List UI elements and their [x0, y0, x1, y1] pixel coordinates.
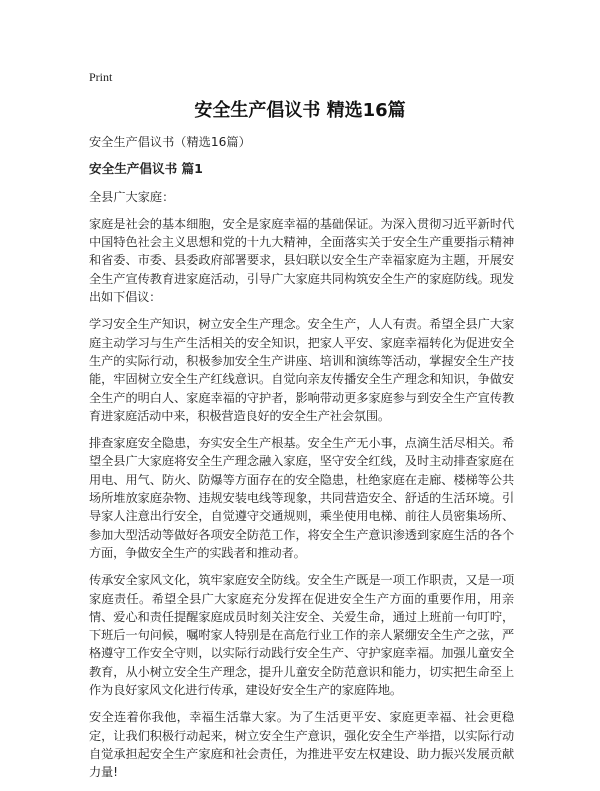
paragraph-closing: 安全连着你我他，幸福生活靠大家。为了生活更平安、家庭更幸福、社会更稳定，让我们积极行动起来，树立安全生产意识，强化安全生产举措，以实际行动自觉承担起安全生产家庭和社会责任，为推进平安左权建设、助力振兴发展贡献力量! — [89, 710, 514, 780]
paragraph-intro: 家庭是社会的基本细胞，安全是家庭幸福的基础保证。为深入贯彻习近平新时代中国特色社会主义思想和党的十九大精神，全面落实关于安全生产重要指示精神和省委、市委、县委政府部署要求，县妇联以安全生产幸福家庭为主题，开展安全生产宣传教育进家庭活动，引导广大家庭共同构筑安全生产的家庭防线。现发出如下倡议： — [89, 216, 514, 305]
salutation: 全县广大家庭： — [89, 189, 175, 204]
print-link[interactable]: Print — [89, 70, 113, 84]
document-subtitle: 安全生产倡议书（精选16篇） — [89, 135, 251, 149]
paragraph-check-hazards: 排查家庭安全隐患，夯实安全生产根基。安全生产无小事，点滴生活尽相关。希望全县广大家庭将安全生产理念融入家庭，坚守安全红线，及时主动排查家庭在用电、用气、防火、防爆等方面存在的安全隐患，杜绝家庭在走廊、楼梯等公共场所堆放家庭杂物、违规安装电线等现象，共同营造安全、舒适的生活环境。引导家人注意出行安全，自觉遵守交通规则，乘坐使用电梯、前往人员密集场所、参加大型活动等做好各项安全防范工作，将安全生产意识渗透到家庭生活的各个方面，争做安全生产的实践者和推动者。 — [89, 436, 514, 560]
page-title: 安全生产倡议书 精选16篇 — [194, 100, 406, 121]
section-heading: 安全生产倡议书 篇1 — [89, 161, 203, 177]
paragraph-learn-safety: 学习安全生产知识，树立安全生产理念。安全生产，人人有责。希望全县广大家庭主动学习与生产生活相关的安全知识，把家人平安、家庭幸福转化为促进安全生产的实际行动，积极参加安全生产讲座、培训和演练等活动，掌握安全生产技能，牢固树立安全生产红线意识。自觉向亲友传播安全生产理念和知识，争做安全生产的明白人、家庭幸福的守护者，影响带动更多家庭参与到安全生产宣传教育进家庭活动中来，积极营造良好的安全生产社会氛围。 — [89, 317, 514, 423]
document-body — [89, 133, 514, 791]
paragraph-family-culture: 传承安全家风文化，筑牢家庭安全防线。安全生产既是一项工作职责，又是一项家庭责任。希望全县广大家庭充分发挥在促进安全生产方面的重要作用，用亲情、爱心和责任提醒家庭成员时刻关注安全、关爱生命，通过上班前一句叮咛，下班后一句问候，嘱咐家人特别是在高危行业工作的亲人紧绷安全生产之弦，严格遵守工作安全守则，以实际行动践行安全生产、守护家庭幸福。加强儿童安全教育，从小树立安全生产理念，提升儿童安全防范意识和能力，切实把生命至上作为良好家风文化进行传承，建设好安全生产的家庭阵地。 — [89, 573, 514, 698]
